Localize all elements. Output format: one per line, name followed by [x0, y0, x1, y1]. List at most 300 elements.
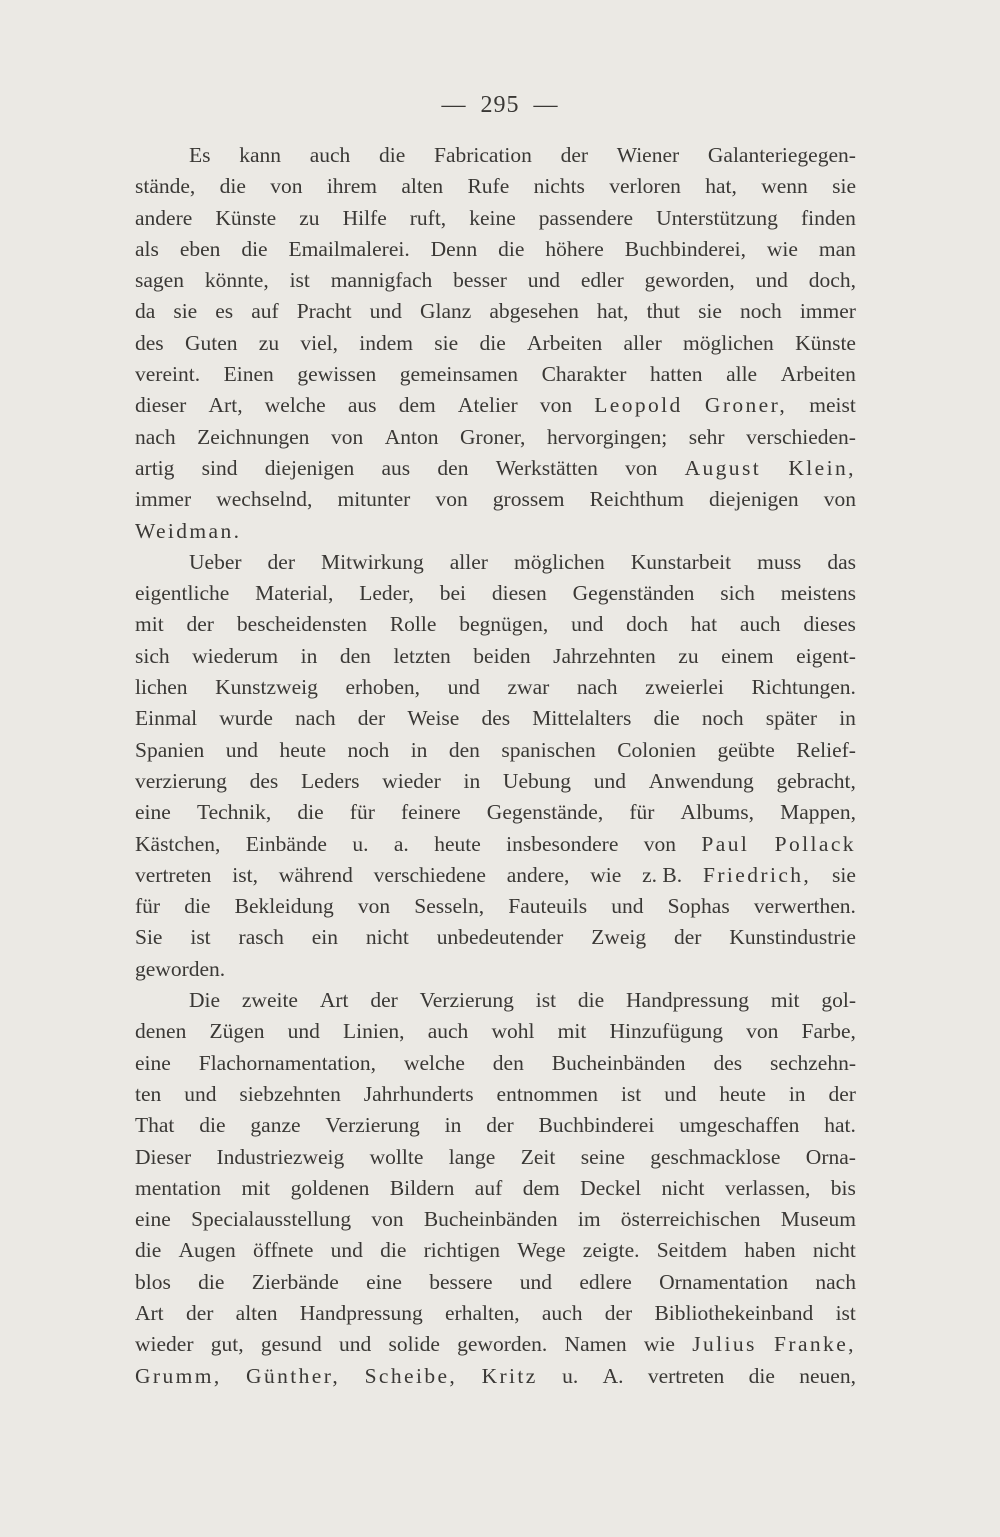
word: in: [839, 706, 856, 731]
text-line: [135, 1235, 856, 1266]
word: hat,: [596, 299, 629, 324]
text-line: [135, 1298, 856, 1329]
word: Denn: [430, 236, 478, 261]
word: edler: [580, 268, 624, 293]
word: Leders: [301, 768, 360, 793]
word: keine: [469, 205, 516, 230]
word: sie: [698, 299, 722, 324]
word: die: [479, 330, 506, 355]
word: sie: [173, 299, 198, 324]
word: Verzierung: [325, 1113, 420, 1138]
word: haben: [744, 1238, 796, 1263]
word: denen: [135, 1019, 187, 1044]
word: Kunstzweig: [215, 675, 318, 700]
word: von: [371, 1207, 404, 1232]
page-number-header: [0, 92, 1000, 119]
word: der: [186, 612, 214, 637]
word: u.: [352, 831, 369, 856]
word: ihrem: [326, 174, 377, 199]
word: von: [746, 1019, 779, 1044]
word: Fauteuils: [508, 894, 588, 919]
text-line: [135, 891, 856, 922]
word: Bildern: [389, 1175, 455, 1200]
word: Buchbinderei: [538, 1113, 655, 1138]
word: und: [184, 1081, 217, 1106]
word: siebzehnten: [239, 1081, 341, 1106]
word: und: [339, 1332, 372, 1357]
text-line: [135, 140, 856, 171]
text-line: [135, 1329, 856, 1360]
word: Guten: [184, 330, 238, 355]
word: bei: [439, 581, 466, 606]
word: Jahrzehnten: [553, 643, 656, 668]
word: der: [486, 1113, 514, 1138]
word: eigent-: [796, 643, 856, 668]
word: nichts: [533, 174, 585, 199]
text-line: [135, 547, 856, 578]
word: Orna-: [805, 1144, 856, 1169]
word: in: [300, 643, 318, 668]
word: in: [444, 1113, 462, 1138]
word: Art,: [208, 393, 243, 418]
word: verwerthen.: [753, 894, 856, 919]
word: Arbeiten: [527, 330, 603, 355]
word: der: [370, 988, 398, 1013]
word: ten: [135, 1081, 162, 1106]
word: die: [653, 706, 680, 731]
word: Unterstützung: [656, 205, 778, 230]
word: den: [437, 455, 469, 480]
word: z. B.: [642, 862, 683, 887]
word: Günther,: [246, 1363, 341, 1388]
text-line: [135, 735, 856, 766]
word: alten: [401, 174, 444, 199]
word: Richtungen.: [751, 675, 856, 700]
text-line: [135, 1016, 856, 1047]
word: heute: [279, 737, 326, 762]
word: Reichthum: [589, 487, 684, 512]
word: von: [330, 424, 364, 449]
word: die: [198, 1269, 225, 1294]
word: viel,: [300, 330, 338, 355]
word: meistens: [780, 581, 856, 606]
word: bis: [830, 1175, 856, 1200]
word: Groner,: [460, 424, 526, 449]
word: nach: [576, 675, 618, 700]
word: Weidman.: [135, 518, 242, 543]
word: Scheibe,: [364, 1363, 458, 1388]
word: hat.: [824, 1113, 856, 1138]
word: Linien,: [343, 1019, 405, 1044]
word: Zügen: [209, 1019, 265, 1044]
word: gesund: [260, 1332, 322, 1357]
word: diesen: [491, 581, 547, 606]
word: lange: [448, 1144, 496, 1169]
text-line: [135, 390, 856, 421]
word: man: [818, 236, 856, 261]
word: Sie: [135, 925, 163, 950]
text-line: [135, 703, 856, 734]
text-line: [135, 1204, 856, 1235]
word: bescheidensten: [236, 612, 367, 637]
word: gewissen: [297, 362, 377, 387]
text-line: [135, 641, 856, 672]
word: des: [481, 706, 511, 731]
word: zu: [258, 330, 280, 355]
word: und: [527, 268, 560, 293]
word: Namen: [564, 1332, 627, 1357]
word: und: [519, 1269, 553, 1294]
word: Relief-: [796, 737, 856, 762]
word: für: [135, 894, 161, 919]
word: sagen: [135, 268, 184, 293]
word: vereint.: [135, 362, 201, 387]
word: wie: [590, 862, 622, 887]
word: blos: [135, 1269, 171, 1294]
text-line: [135, 359, 856, 390]
text-line: [135, 922, 856, 953]
word: erhalten,: [445, 1300, 520, 1325]
word: Zeichnungen: [197, 424, 310, 449]
word: eine: [135, 1207, 171, 1232]
word: der: [673, 925, 702, 950]
word: umgeschaffen: [679, 1113, 800, 1138]
word: nicht: [365, 925, 409, 950]
word: des: [135, 330, 164, 355]
word: Museum: [780, 1207, 856, 1232]
text-line: [135, 453, 856, 484]
word: Bucheinbänden: [551, 1050, 686, 1075]
page-number-dash-right: —: [533, 92, 559, 118]
word: des: [249, 768, 279, 793]
word: aus: [381, 455, 411, 480]
word: artig: [135, 455, 175, 480]
word: mit: [135, 612, 164, 637]
word: die: [498, 236, 525, 261]
word: Leder,: [359, 581, 414, 606]
word: Franke,: [774, 1332, 856, 1357]
word: mannigfach: [330, 268, 433, 293]
word: Julius: [692, 1332, 757, 1357]
word: Groner,: [704, 393, 788, 418]
word: den: [492, 1050, 524, 1075]
word: die: [199, 1113, 226, 1138]
word: die: [379, 143, 406, 167]
text-line: [135, 1110, 856, 1141]
word: eben: [179, 236, 221, 261]
word: Künste: [215, 205, 277, 230]
word: noch: [739, 299, 782, 324]
word: Atelier: [457, 393, 518, 418]
word: Fabrication: [433, 143, 532, 167]
word: Paul: [701, 831, 750, 856]
word: die: [297, 800, 324, 825]
word: könnte,: [204, 268, 269, 293]
word: Rolle: [389, 612, 437, 637]
word: wiederum: [192, 643, 279, 668]
word: sie: [832, 862, 856, 887]
word: auf: [251, 299, 279, 324]
word: eine: [366, 1269, 402, 1294]
word: wieder: [382, 768, 441, 793]
word: sich: [720, 581, 755, 606]
word: auch: [309, 143, 351, 167]
word: letzten: [393, 643, 451, 668]
word: nicht: [812, 1238, 856, 1263]
word: Handpressung: [299, 1300, 423, 1325]
word: öffnete: [252, 1238, 314, 1263]
word: Pollack: [774, 831, 856, 856]
word: Flachornamentation,: [198, 1050, 377, 1075]
word: grossem: [492, 487, 565, 512]
word: rasch: [238, 925, 284, 950]
word: Grumm,: [135, 1363, 222, 1388]
word: ganze: [250, 1113, 301, 1138]
word: nach: [295, 706, 336, 731]
word: Zeit: [520, 1144, 556, 1169]
word: Es: [189, 143, 211, 167]
word: Galanteriegegen-: [707, 143, 856, 167]
word: wie: [766, 236, 798, 261]
word: Klein,: [788, 455, 856, 480]
text-line: [135, 484, 856, 515]
text-line: [135, 234, 856, 265]
word: stände,: [135, 174, 196, 199]
text-line: [135, 797, 856, 828]
word: der: [604, 1300, 633, 1325]
word: diejenigen: [709, 487, 799, 512]
word: wohl: [491, 1019, 535, 1044]
word: der: [185, 1300, 214, 1325]
page-number-dash-left: —: [441, 92, 467, 118]
word: mit: [241, 1175, 271, 1200]
text-line: [135, 265, 856, 296]
word: Charakter: [541, 362, 627, 387]
word: und: [593, 768, 626, 793]
word: ruft,: [409, 205, 447, 230]
word: den: [339, 643, 371, 668]
word: wenn: [761, 174, 808, 199]
word: mit: [770, 988, 800, 1013]
word: für: [349, 800, 375, 825]
text-line: [135, 296, 856, 327]
word: Mittelalters: [532, 706, 632, 731]
word: mitunter: [337, 487, 411, 512]
word: muss: [757, 549, 802, 574]
word: edlere: [579, 1269, 632, 1294]
word: aus: [347, 393, 377, 418]
word: wechselnd,: [216, 487, 313, 512]
word: Farbe,: [801, 1019, 856, 1044]
word: von: [643, 831, 677, 856]
word: eine: [135, 1050, 171, 1075]
word: sie: [434, 330, 459, 355]
word: vertreten: [647, 1363, 725, 1388]
word: welche: [403, 1050, 465, 1075]
word: nach: [815, 1269, 856, 1294]
text-line: [135, 578, 856, 609]
word: a.: [393, 831, 409, 856]
word: hat: [690, 612, 718, 637]
word: als: [135, 236, 159, 261]
word: unbedeutender: [436, 925, 564, 950]
word: Bekleidung: [234, 894, 334, 919]
word: Zierbände: [251, 1269, 339, 1294]
word: Rufe: [467, 174, 510, 199]
word: mit: [557, 1019, 587, 1044]
word: ist: [289, 268, 310, 293]
word: geworden,: [644, 268, 735, 293]
word: noch: [347, 737, 390, 762]
word: passendere: [538, 205, 634, 230]
word: Spanien: [135, 737, 205, 762]
word: die: [748, 1363, 775, 1388]
word: thut: [646, 299, 681, 324]
word: Emailmalerei.: [288, 236, 410, 261]
word: Buchbinderei,: [624, 236, 746, 261]
word: Bucheinbänden: [423, 1207, 558, 1232]
word: österreichischen: [620, 1207, 761, 1232]
word: Industriezweig: [216, 1144, 345, 1169]
word: zu: [678, 643, 699, 668]
word: Kunstindustrie: [729, 925, 856, 950]
word: Mappen,: [780, 800, 856, 825]
word: sie: [832, 174, 856, 199]
word: von: [823, 487, 856, 512]
word: begnügen,: [459, 612, 549, 637]
word: Anwendung: [648, 768, 754, 793]
word: Jahrhunderts: [363, 1081, 474, 1106]
text-line: [135, 516, 856, 547]
word: Augen: [178, 1238, 236, 1263]
word: zu: [299, 205, 320, 230]
word: Künste: [795, 330, 856, 355]
word: Ornamentation: [659, 1269, 789, 1294]
word: wollte: [369, 1144, 424, 1169]
word: verschiedene: [373, 862, 486, 887]
word: Leopold: [594, 393, 683, 418]
word: verlassen,: [724, 1175, 811, 1200]
text-line: [135, 1361, 856, 1392]
word: auf: [474, 1175, 503, 1200]
word: Ueber: [189, 549, 242, 574]
word: Kunstarbeit: [630, 549, 732, 574]
text-line: [135, 1048, 856, 1079]
word: dieser: [135, 393, 187, 418]
text-line: [135, 766, 856, 797]
word: zeigte.: [582, 1238, 640, 1263]
word: wieder: [135, 1332, 194, 1357]
word: besser: [453, 268, 507, 293]
word: Arbeiten: [780, 362, 856, 387]
word: im: [577, 1207, 601, 1232]
word: gol-: [821, 988, 856, 1013]
text-line: [135, 422, 856, 453]
word: und: [330, 1238, 363, 1263]
word: bessere: [429, 1269, 493, 1294]
word: auch: [739, 612, 781, 637]
word: ist,: [232, 862, 258, 887]
word: Mitwirkung: [321, 549, 424, 574]
word: hervorgingen;: [546, 424, 668, 449]
word: von: [357, 894, 391, 919]
word: Verzierung: [419, 988, 514, 1013]
word: und: [611, 894, 644, 919]
word: gut,: [210, 1332, 244, 1357]
word: andere: [135, 205, 193, 230]
word: gemeinsamen: [399, 362, 519, 387]
word: ist: [835, 1300, 856, 1325]
word: Deckel: [580, 1175, 642, 1200]
word: goldenen: [290, 1175, 370, 1200]
word: von: [435, 487, 468, 512]
word: der: [828, 1081, 856, 1106]
word: das: [827, 549, 856, 574]
word: Die: [189, 988, 221, 1013]
word: Sesseln,: [414, 894, 485, 919]
word: von: [625, 455, 658, 480]
word: den: [448, 737, 480, 762]
word: möglichen: [513, 549, 605, 574]
text-line: [135, 985, 856, 1016]
word: lichen: [135, 675, 188, 700]
word: finden: [800, 205, 856, 230]
word: noch: [701, 706, 744, 731]
word: Anton: [384, 424, 439, 449]
word: A.: [602, 1363, 624, 1388]
word: und: [369, 299, 402, 324]
word: beiden: [473, 643, 531, 668]
word: sich: [135, 643, 170, 668]
text-line: [135, 860, 856, 891]
word: Material,: [255, 581, 334, 606]
text-line: [135, 829, 856, 860]
word: Technik,: [196, 800, 272, 825]
word: alle: [726, 362, 758, 387]
word: in: [788, 1081, 806, 1106]
word: solide: [388, 1332, 440, 1357]
word: zweierlei: [645, 675, 724, 700]
word: doch: [626, 612, 668, 637]
word: sechzehn-: [770, 1050, 856, 1075]
word: dem: [522, 1175, 560, 1200]
word: kann: [239, 143, 281, 167]
text-line: [135, 1173, 856, 1204]
word: und: [755, 268, 788, 293]
word: wurde: [219, 706, 273, 731]
word: gebracht,: [776, 768, 856, 793]
word: Art: [319, 988, 349, 1013]
word: und: [447, 675, 480, 700]
text-line: [135, 171, 856, 202]
word: Glanz: [419, 299, 472, 324]
word: diejenigen: [264, 455, 355, 480]
text-line: [135, 1079, 856, 1110]
word: vertreten: [135, 862, 212, 887]
body-text: [135, 140, 856, 1392]
page-number: 295: [480, 92, 520, 118]
word: Gegenstände,: [486, 800, 604, 825]
word: ein: [311, 925, 339, 950]
word: immer: [799, 299, 856, 324]
word: einem: [721, 643, 774, 668]
text-line: [135, 609, 856, 640]
word: die: [380, 1238, 407, 1263]
word: des: [713, 1050, 743, 1075]
word: meist: [809, 393, 856, 418]
word: Seitdem: [656, 1238, 728, 1263]
word: auch: [427, 1019, 469, 1044]
